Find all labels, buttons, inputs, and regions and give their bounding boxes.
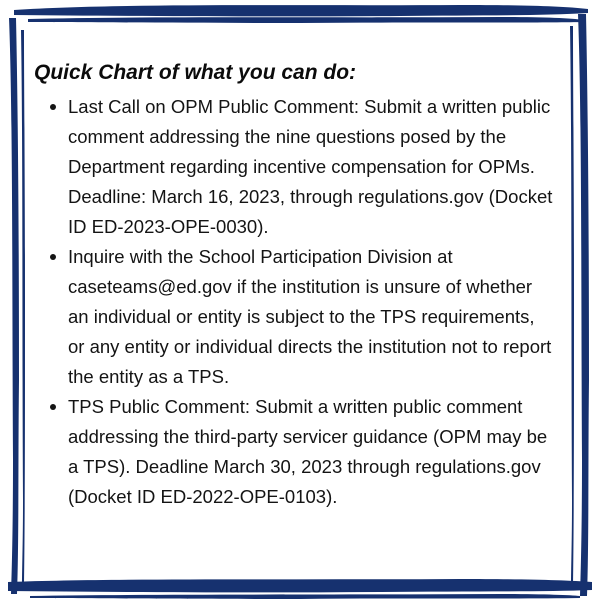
list-item-text: TPS Public Comment: Submit a written public comment addressing the third-party servicer guidance (OPM may be a TPS). Deadline March 30, 2023 through regulations.gov (Docket ID ED-2022-OPE-0103).	[68, 396, 548, 507]
list-item	[68, 242, 554, 392]
frame-top-stroke-inner	[28, 17, 584, 23]
list-item-text: Last Call on OPM Public Comment: Submit a written public comment addressing the nine questions posed by the Department regarding incentive compensation for OPMs. Deadline: March 16, 2023, through regulations.gov (Docket ID ED-2023-OPE-0030).	[68, 96, 553, 237]
action-list	[34, 92, 554, 512]
frame-bottom-stroke	[8, 579, 592, 592]
frame-left-stroke	[9, 18, 19, 594]
frame-top-stroke	[14, 5, 588, 16]
list-item	[68, 392, 554, 512]
frame-right-stroke-inner	[570, 26, 574, 586]
frame-right-stroke	[578, 14, 589, 596]
quick-chart-panel	[34, 58, 554, 512]
list-item	[68, 92, 554, 242]
list-item-text: Inquire with the School Participation Division at caseteams@ed.gov if the institution is unsure of whether an individual or entity is subject to the TPS requirements, or any entity or individual directs the institution not to report the entity as a TPS.	[68, 246, 552, 387]
frame-bottom-stroke-inner	[30, 594, 580, 599]
bullet-icon	[50, 254, 56, 260]
bullet-icon	[50, 104, 56, 110]
quick-chart-heading: Quick Chart of what you can do:	[34, 61, 357, 84]
bullet-icon	[50, 404, 56, 410]
frame-left-stroke-inner	[21, 30, 25, 584]
